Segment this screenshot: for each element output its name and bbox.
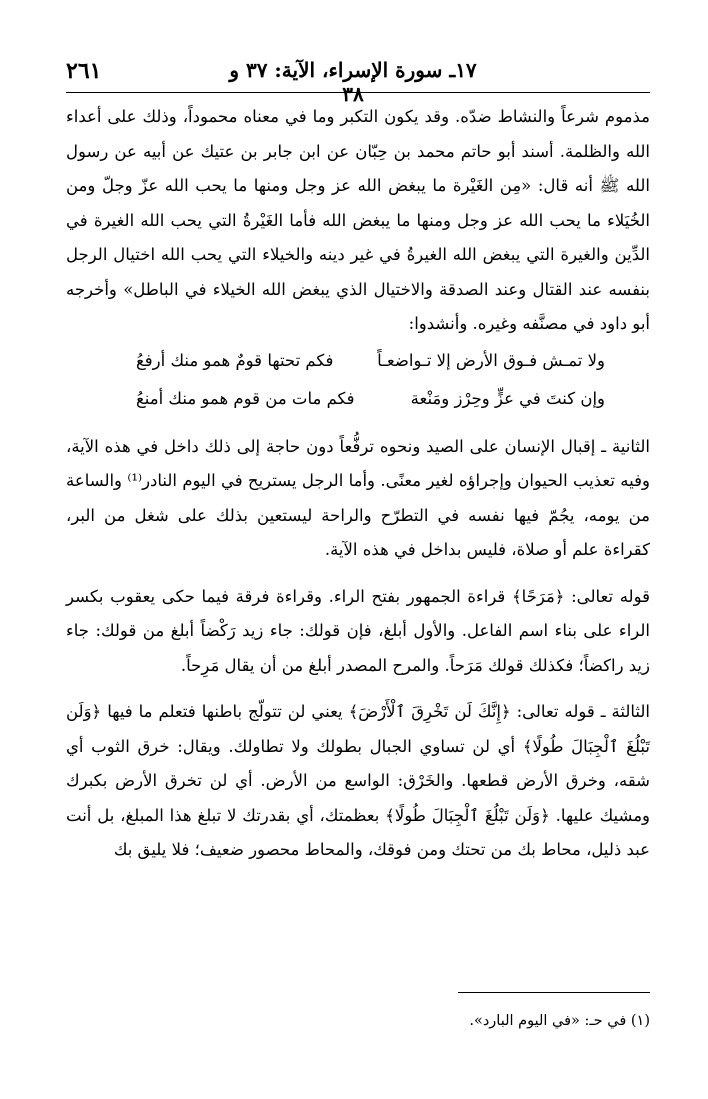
- poem-second-hemistich: فكم تحتها قومٌ همو منك أرفعُ: [136, 350, 334, 370]
- running-title: ١٧ـ سورة الإسراء، الآية: ٣٧ و ٣٨: [229, 58, 477, 106]
- paragraph-intro: مذموم شرعاً والنشاط ضدّه. وقد يكون التكبر وما في معناه محموداً، وذلك على أعداء الله والظلمة. أسند أبو حاتم محمد بن حِبّان عن ابن جابر بن عتيك عن أبيه عن رسول الله ﷺ أنه قال: «مِن الغَيْرة ما يبغض الله عز وجل ومنها ما يحب الله عزّ وجلّ ومن الخُيَلاء ما يحب الله عز وجل ومنها ما يبغض الله فأما الغَيْرةُ التي يحب الله الغيرة في الدِّين والغيرة التي يبغض الله الغيرةُ في غير دينه والخيلاء التي يحب الله اختيال الرجل بنفسه عند القتال وعند الصدقة والاختيال الذي يبغض الله الخيلاء في الباطل» وأخرجه أبو داود في مصنَّفه وغيره. وأنشدوا:: [66, 107, 650, 333]
- poem-first-hemistich: ولا تمـش فـوق الأرض إلا تـواضعـاً: [377, 350, 605, 370]
- paragraph-third-issue: الثالثة ـ قوله تعالى: ﴿إِنَّكَ لَن تَخْرِقَ ٱلْأَرْضَ﴾ يعني لن تتولّج باطنها فتعلم ما فيها ﴿وَلَن تَبْلُغَ ٱلْجِبَالَ طُولًا﴾ أي لن تساوي الجبال بطولك ولا تطاولك. ويقال: خرق الثوب أي شقه، وخرق الأرض قطعها. والخَرْق: الواسع من الأرض. أي لن تخرق الأرض بكبرك ومشيك عليها. ﴿وَلَن تَبْلُغَ ٱلْجِبَالَ طُولًا﴾ بعظمتك، أي بقدرتك لا تبلغ هذا المبلغ، بل أنت عبد ذليل، محاط بك من تحتك ومن فوقك، والمحاط محصور ضعيف؛ فلا يليق بك: [66, 702, 650, 859]
- poem-line: [66, 380, 650, 418]
- poem-second-hemistich: فكم مات من قوم همو منك أمنعُ: [136, 388, 355, 408]
- paragraph-marahan: قوله تعالى: ﴿مَرَحًا﴾ قراءة الجمهور بفتح الراء. وقراءة فرقة فيما حكى يعقوب بكسر الراء على بناء اسم الفاعل. والأول أبلغ، فإن قولك: جاء زيد رَكْضاً أبلغ من قولك: جاء زيد راكضاً؛ فكذلك قولك مَرَحاً. والمرح المصدر أبلغ من أن يقال مَرِحاً.: [66, 586, 650, 675]
- page-header: [66, 56, 650, 106]
- footnote-divider: [458, 992, 650, 993]
- poem: [66, 342, 650, 418]
- main-text: [66, 100, 650, 868]
- paragraph-second-issue: الثانية ـ إقبال الإنسان على الصيد ونحوه ترفُّعاً دون حاجة إلى ذلك داخل في هذه الآية، وفيه تعذيب الحيوان وإجراؤه لغير معنًى. وأما الرجل يستريح في اليوم النادر⁽¹⁾ والساعة من يومه، يجُمّ فيها نفسه في التطرّح والراحة ليستعين بذلك على شغل من البر، كقراءة علم أو صلاة، فليس بداخل في هذه الآية.: [66, 436, 650, 559]
- page-number: ٢٦١: [66, 58, 102, 84]
- footnote: (١) في حـ: «في اليوم البارد».: [469, 1013, 650, 1029]
- poem-first-hemistich: وإن كنتَ في عزٍّ وحِرْز ومَنْعة: [410, 388, 605, 408]
- poem-line: [66, 342, 650, 380]
